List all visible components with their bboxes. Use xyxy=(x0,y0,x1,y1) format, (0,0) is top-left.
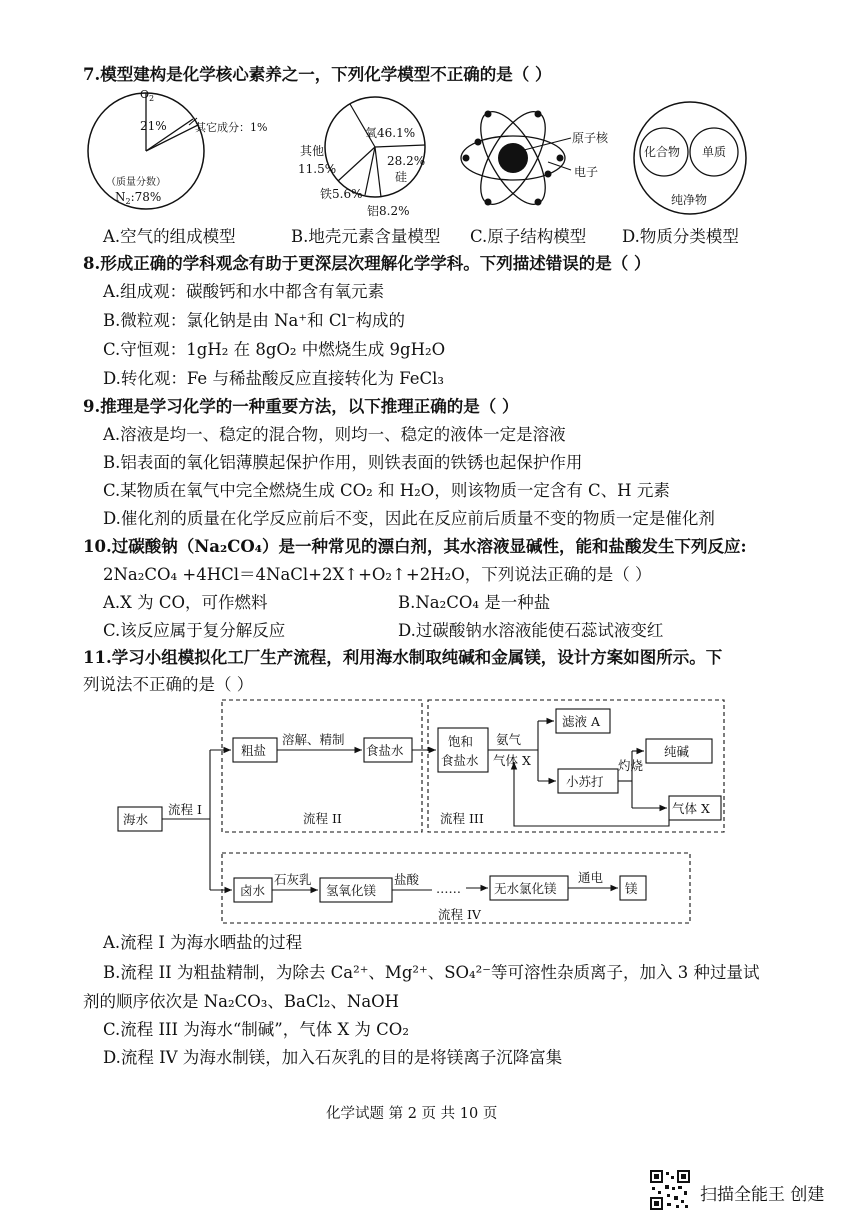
fe-label: 铁5.6% xyxy=(320,187,363,201)
lime-milk-label: 石灰乳 xyxy=(274,872,312,887)
o2-pct: 21% xyxy=(140,119,167,133)
baking-soda-label: 小苏打 xyxy=(566,774,604,789)
crust-pie-figure xyxy=(295,95,455,225)
q11-option-c[interactable]: C.流程 III 为海水“制碱”，气体 X 为 CO₂ xyxy=(103,1020,409,1039)
q9-option-b[interactable]: B.铝表面的氧化铝薄膜起保护作用，则铁表面的铁锈也起保护作用 xyxy=(103,453,583,472)
q10-option-c[interactable]: C.该反应属于复分解反应 xyxy=(103,621,286,640)
seawater-label: 海水 xyxy=(123,812,149,827)
q7-option-a[interactable]: A.空气的组成模型 xyxy=(103,227,236,246)
electrify-label: 通电 xyxy=(578,870,604,885)
brine-label: 食盐水 xyxy=(366,743,404,758)
dissolve-label: 溶解、精制 xyxy=(282,732,345,747)
q8-option-b[interactable]: B.微粒观：氯化钠是由 Na⁺和 Cl⁻构成的 xyxy=(103,311,405,330)
q7-option-c[interactable]: C.原子结构模型 xyxy=(470,227,587,246)
soda-ash-label: 纯碱 xyxy=(664,744,690,759)
filtrate-a-label: 滤液 A xyxy=(562,714,601,729)
scanner-watermark: 扫描全能王 创建 xyxy=(700,1185,825,1205)
ellipsis-label: …… xyxy=(436,881,461,896)
classification-figure xyxy=(632,100,752,220)
gas-x-output-label: 气体 X xyxy=(672,801,710,816)
q10-option-a[interactable]: A.X 为 CO，可作燃料 xyxy=(103,593,268,612)
oxygen-label: 氧46.1% xyxy=(365,126,416,140)
q8-option-d[interactable]: D.转化观：Fe 与稀盐酸反应直接转化为 FeCl₃ xyxy=(103,369,445,388)
other-elem-pct: 11.5% xyxy=(298,162,337,176)
o2-label: $O_2$ xyxy=(140,88,155,103)
qr-code-icon xyxy=(650,1170,690,1210)
si-label: 硅 xyxy=(395,170,408,184)
q10-option-b[interactable]: B.Na₂CO₄ 是一种盐 xyxy=(398,593,551,612)
q7-option-d[interactable]: D.物质分类模型 xyxy=(622,227,739,246)
saturated-label-1: 饱和 xyxy=(448,734,474,749)
process-flow-diagram xyxy=(110,690,735,930)
q9-option-d[interactable]: D.催化剂的质量在化学反应前后不变，因此在反应前后质量不变的物质一定是催化剂 xyxy=(103,509,715,528)
al-label: 铝8.2% xyxy=(367,204,410,218)
q11-option-d[interactable]: D.流程 IV 为海水制镁，加入石灰乳的目的是将镁离子沉降富集 xyxy=(103,1048,563,1067)
ammonia-label: 氨气 xyxy=(496,732,522,747)
pure-label: 纯净物 xyxy=(671,193,708,207)
other-elem-label: 其他 xyxy=(300,144,325,158)
si-pct: 28.2% xyxy=(387,154,426,168)
electron-label: 电子 xyxy=(574,165,599,179)
q10-option-d[interactable]: D.过碳酸钠水溶液能使石蕊试液变红 xyxy=(398,621,664,640)
basis-label: （质量分数） xyxy=(106,177,166,188)
nucleus-label: 原子核 xyxy=(572,131,609,145)
atom-model-figure xyxy=(458,98,623,218)
q9-option-a[interactable]: A.溶液是均一、稳定的混合物，则均一、稳定的液体一定是溶液 xyxy=(103,425,566,444)
compound-label: 化合物 xyxy=(644,145,681,159)
q10-equation: 2Na₂CO₄ +4HCl＝4NaCl+2X↑+O₂↑+2H₂O，下列说法正确的是（ ） xyxy=(103,565,652,584)
page-footer: 化学试题 第 2 页 共 10 页 xyxy=(326,1106,498,1122)
hcl-label: 盐酸 xyxy=(394,872,420,887)
flow1-label: 流程 I xyxy=(168,802,202,817)
anhydrous-mgcl2-label: 无水氯化镁 xyxy=(494,881,557,896)
q8-option-a[interactable]: A.组成观：碳酸钙和水中都含有氧元素 xyxy=(103,282,385,301)
q11-option-b-1[interactable]: B.流程 II 为粗盐精制，为除去 Ca²⁺、Mg²⁺、SO₄²⁻等可溶性杂质离子，加入 3 种过量试 xyxy=(103,963,760,982)
q9-stem: 9.推理是学习化学的一种重要方法，以下推理正确的是（ ） xyxy=(83,397,519,416)
flow2-label: 流程 II xyxy=(303,811,342,826)
bittern-label: 卤水 xyxy=(240,883,266,898)
mgoh2-label: 氢氧化镁 xyxy=(326,883,377,898)
saturated-label-2: 食盐水 xyxy=(441,753,479,768)
q7-option-b[interactable]: B.地壳元素含量模型 xyxy=(291,227,441,246)
q9-option-c[interactable]: C.某物质在氧气中完全燃烧生成 CO₂ 和 H₂O，则该物质一定含有 C、H 元素 xyxy=(103,481,670,500)
magnesium-label: 镁 xyxy=(625,881,638,896)
n2-label: $N_2:78\%$ xyxy=(115,190,162,206)
element-label: 单质 xyxy=(702,145,727,159)
gas-x-label: 气体 X xyxy=(493,753,531,768)
crude-salt-label: 粗盐 xyxy=(241,743,267,758)
q11-option-a[interactable]: A.流程 I 为海水晒盐的过程 xyxy=(103,933,303,952)
flow4-label: 流程 IV xyxy=(438,907,481,922)
flow3-label: 流程 III xyxy=(440,811,484,826)
q11-stem-1: 11.学习小组模拟化工厂生产流程，利用海水制取纯碱和金属镁，设计方案如图所示。下 xyxy=(83,648,723,667)
q8-stem: 8.形成正确的学科观念有助于更深层次理解化学学科。下列描述错误的是（ ） xyxy=(83,254,651,273)
q7-stem: 7.模型建构是化学核心素养之一，下列化学模型不正确的是（ ） xyxy=(83,65,552,84)
q10-stem: 10.过碳酸钠（Na₂CO₄）是一种常见的漂白剂，其水溶液显碱性，能和盐酸发生下列反应: xyxy=(83,537,747,556)
air-pie-figure xyxy=(80,85,290,225)
q11-stem-2: 列说法不正确的是（ ） xyxy=(83,675,254,694)
other-label: 其它成分：1% xyxy=(195,121,268,134)
q8-option-c[interactable]: C.守恒观：1gH₂ 在 8gO₂ 中燃烧生成 9gH₂O xyxy=(103,340,446,359)
q11-option-b-2: 剂的顺序依次是 Na₂CO₃、BaCl₂、NaOH xyxy=(83,992,400,1011)
calcine-label: 灼烧 xyxy=(618,758,644,773)
